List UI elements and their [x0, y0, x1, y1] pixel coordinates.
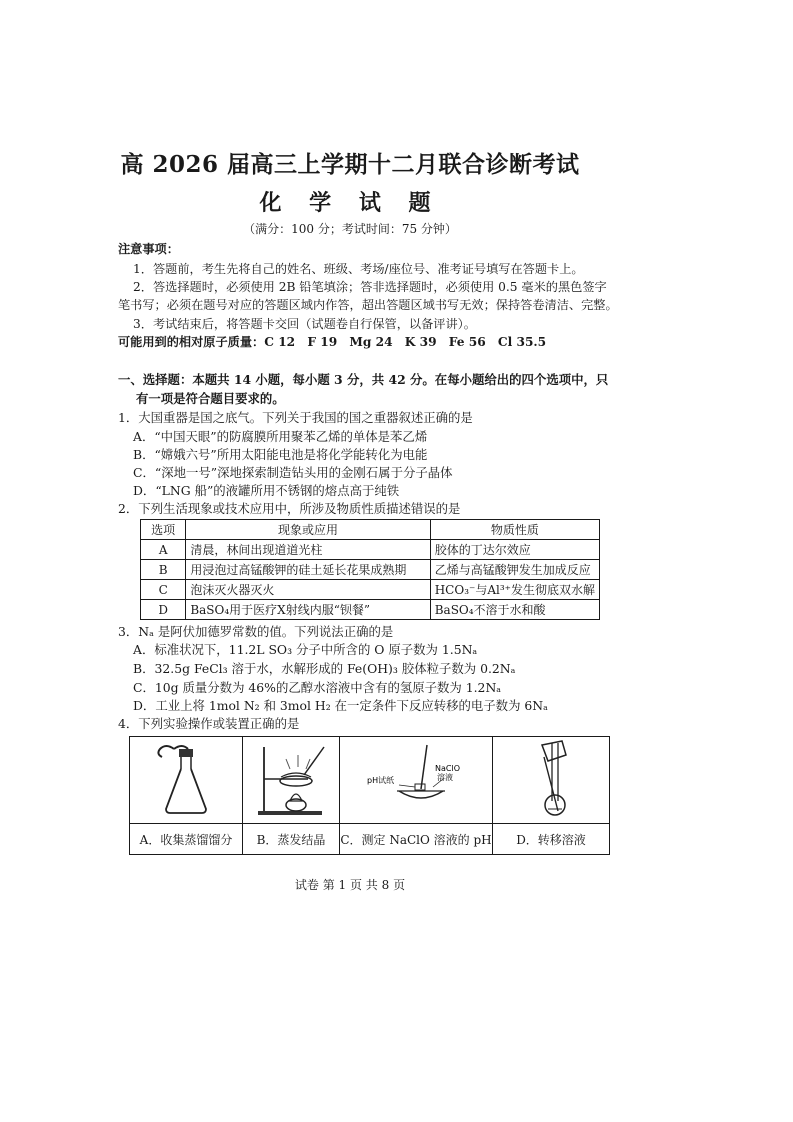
solution-label: 溶液 [437, 772, 453, 782]
q2-row-option: D [141, 600, 186, 620]
atomic-masses: 可能用到的相对原子质量：C 12 F 19 Mg 24 K 39 Fe 56 Cl 35.5 [118, 335, 547, 349]
q2-header-row [141, 520, 600, 540]
table-row [141, 560, 600, 580]
apparatus-b-cell [243, 737, 340, 824]
q2-row-application: 清晨，林间出现道道光柱 [186, 540, 430, 560]
q2-header-option: 选项 [141, 520, 186, 540]
naclo-label: NaClO [435, 763, 460, 773]
q2-row-application: 泡沫灭火器灭火 [186, 580, 430, 600]
table-row [141, 600, 600, 620]
q1-stem: 1．大国重器是国之底气。下列关于我国的国之重器叙述正确的是 [118, 410, 473, 425]
apparatus-c-cell [340, 737, 493, 824]
apparatus-c-caption: C．测定 NaClO 溶液的 pH [340, 824, 493, 855]
q1-option-d: D．“LNG 船”的液罐所用不锈钢的熔点高于纯铁 [133, 483, 400, 498]
apparatus-b-caption: B．蒸发结晶 [243, 824, 340, 855]
q3-stem: 3．Nₐ 是阿伏加德罗常数的值。下列说法正确的是 [118, 624, 394, 639]
ph-paper-label: pH试纸 [367, 775, 395, 785]
note-1: 1．答题前，考生先将自己的姓名、班级、考场/座位号、准考证号填写在答题卡上。 [133, 262, 584, 276]
q2-row-application: 用浸泡过高锰酸钾的硅土延长花果成熟期 [186, 560, 430, 580]
q1-option-a: A．“中国天眼”的防腐膜所用聚苯乙烯的单体是苯乙烯 [133, 429, 428, 444]
subject-title: 化 学 试 题 [259, 190, 441, 216]
q3-option-c: C．10g 质量分数为 46%的乙醇水溶液中含有的氢原子数为 1.2Nₐ [133, 680, 502, 695]
q2-table [140, 519, 600, 620]
q2-header-application: 现象或应用 [186, 520, 430, 540]
page-footer: 试卷 第 1 页 共 8 页 [294, 878, 406, 892]
q4-stem: 4．下列实验操作或装置正确的是 [118, 716, 300, 731]
section-heading-1: 一、选择题：本题共 14 小题，每小题 3 分，共 42 分。在每小题给出的四个选项中，只 [118, 372, 609, 387]
table-row [141, 540, 600, 560]
apparatus-a-caption: A．收集蒸馏馏分 [130, 824, 243, 855]
exam-title: 高 2026 届高三上学期十二月联合诊断考试 [120, 151, 580, 178]
notes-heading: 注意事项： [118, 242, 179, 256]
q2-row-option: A [141, 540, 186, 560]
q2-row-property: HCO₃⁻与Al³⁺发生彻底双水解 [430, 580, 599, 600]
q1-option-c: C．“深地一号”深地探索制造钻头用的金刚石属于分子晶体 [133, 465, 453, 480]
q3-option-a: A．标准状况下，11.2L SO₃ 分子中所含的 O 原子数为 1.5Nₐ [133, 642, 478, 657]
note-2b: 笔书写；必须在题号对应的答题区域内作答，超出答题区域书写无效；保持答卷清洁、完整。 [118, 298, 618, 312]
evaporation-icon [246, 739, 336, 819]
q2-header-property: 物质性质 [430, 520, 599, 540]
distillation-collection-icon [136, 739, 236, 819]
solution-transfer-icon [496, 739, 606, 819]
q2-row-property: BaSO₄不溶于水和酸 [430, 600, 599, 620]
note-2a: 2．答选择题时，必须使用 2B 铅笔填涂；答非选择题时，必须使用 0.5 毫米的黑色签字 [133, 280, 607, 294]
q1-option-b: B．“嫦娥六号”所用太阳能电池是将化学能转化为电能 [133, 447, 428, 462]
note-3: 3．考试结束后，将答题卡交回（试题卷自行保管，以备评讲）。 [133, 317, 476, 331]
q3-option-d: D．工业上将 1mol N₂ 和 3mol H₂ 在一定条件下反应转移的电子数为 6Nₐ [133, 698, 548, 713]
apparatus-a-cell [130, 737, 243, 824]
q2-row-option: B [141, 560, 186, 580]
apparatus-d-caption: D．转移溶液 [493, 824, 610, 855]
apparatus-d-cell [493, 737, 610, 824]
table-row [141, 580, 600, 600]
q2-row-property: 胶体的丁达尔效应 [430, 540, 599, 560]
section-heading-2: 有一项是符合题目要求的。 [136, 391, 285, 406]
q3-option-b: B．32.5g FeCl₃ 溶于水，水解形成的 Fe(OH)₃ 胶体粒子数为 0.2Nₐ [133, 661, 516, 676]
q2-stem: 2．下列生活现象或技术应用中，所涉及物质性质描述错误的是 [118, 501, 461, 516]
exam-info: （满分：100 分；考试时间：75 分钟） [243, 222, 457, 236]
q4-apparatus-table [129, 736, 610, 855]
q2-row-property: 乙烯与高锰酸钾发生加成反应 [430, 560, 599, 580]
q2-row-option: C [141, 580, 186, 600]
q2-row-application: BaSO₄用于医疗X射线内服“钡餐” [186, 600, 430, 620]
ph-test-icon [343, 739, 489, 819]
